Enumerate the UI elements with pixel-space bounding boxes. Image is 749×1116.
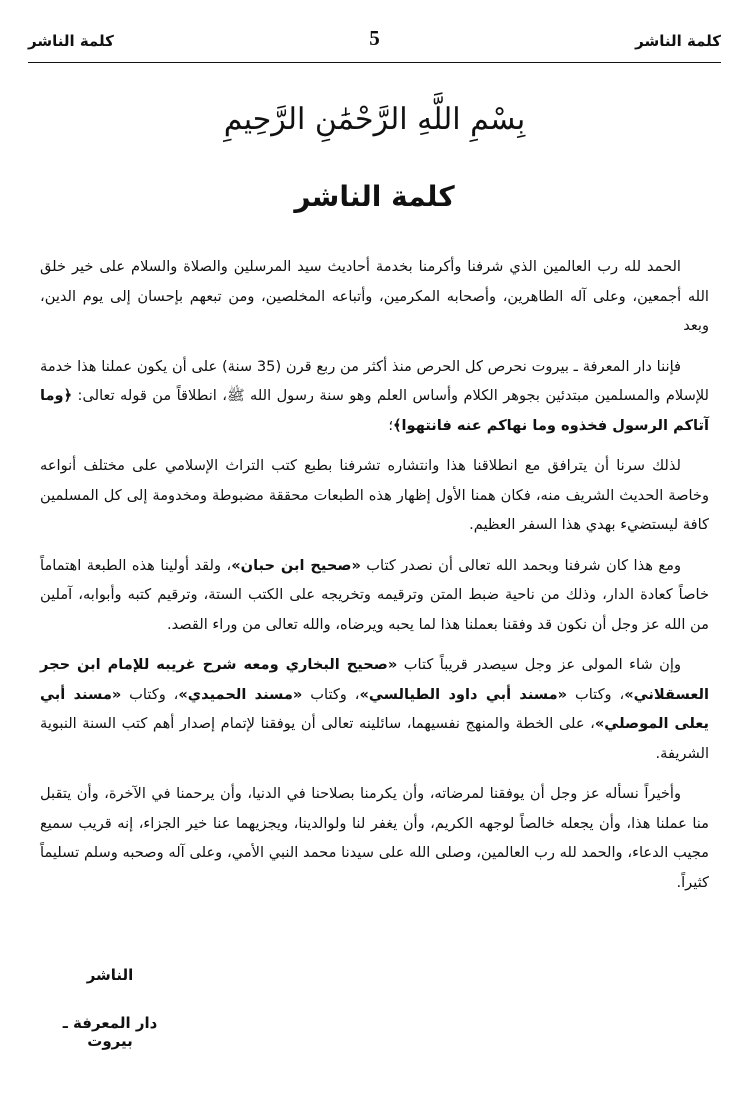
paragraph-6 — [40, 779, 709, 897]
basmala: بِسْمِ اللَّهِ الرَّحْمَٰنِ الرَّحِيمِ — [223, 102, 526, 137]
page-number: 5 — [369, 26, 380, 50]
paragraph-1-text: الحمد لله رب العالمين الذي شرفنا وأكرمنا بخدمة أحاديث سيد المرسلين والصلاة والسلام على خير خلق الله أجمعين، وعلى آله الطاهرين، وأصحابه المكرمين، وأتباعه المخلصين، ومن تبعهم بإحسان إلى يوم الدين، وبعد — [40, 258, 709, 334]
paragraph-5-separator-3: ، وكتاب — [121, 685, 179, 703]
paragraph-6-text: وأخيراً نسأله عز وجل أن يوفقنا لمرضاته، وأن يكرمنا بصلاحنا في الدنيا، وأن يرحمنا في الآخرة، وأن يتقبل منا عملنا هذا، وأن يجعله خالصاً لوجهه الكريم، وأن يغفر لنا ولوالدينا، ويجزيهما عنا خير الجزاء، إنه قريب سميع مجيب الدعاء، والحمد لله رب العالمين، وصلى الله على سيدنا محمد النبي الأمي، وعلى آله وصحبه وسلم تسليماً كثيراً. — [40, 785, 709, 891]
page-title: كلمة الناشر — [294, 180, 455, 213]
book-title-ibn-hibban: «صحيح ابن حبان» — [231, 556, 361, 574]
body-text — [40, 252, 709, 908]
paragraph-5-separator-2: ، وكتاب — [302, 685, 360, 703]
paragraph-2-end: ؛ — [388, 416, 393, 434]
header-divider — [28, 62, 721, 63]
paragraph-5-text: وإن شاء المولى عز وجل سيصدر قريباً كتاب — [397, 656, 681, 673]
header-left-title: كلمة الناشر — [28, 32, 114, 50]
quran-quote: ﴿وما آتاكم الرسول فخذوه وما نهاكم عنه فانتهوا﴾ — [40, 387, 709, 434]
paragraph-2 — [40, 352, 709, 441]
paragraph-4-text: ومع هذا كان شرفنا وبحمد الله تعالى أن نصدر كتاب — [360, 556, 682, 574]
paragraph-4-text-continued: ، ولقد أولينا هذه الطبعة اهتماماً خاصاً كعادة الدار، وذلك من ناحية ضبط المتن وترقيمه وتخريجه على الكتب الستة، وترقيم كتبه وأبوابه، آملين من الله عز وجل أن نكون قد وفقنا بعملنا هذا لما يحبه ويرضاه، والله تعالى من وراء القصد. — [40, 556, 709, 633]
book-title-abu-yala: «مسند أبي يعلى الموصلي» — [40, 685, 709, 732]
running-header — [28, 26, 721, 56]
book-title-tayalisi: «مسند أبي داود الطيالسي» — [359, 685, 568, 703]
signature-role: الناشر — [86, 966, 134, 984]
signature-org: دار المعرفة ـ بيروت — [62, 1014, 158, 1050]
paragraph-3 — [40, 451, 709, 540]
paragraph-5 — [40, 650, 709, 768]
paragraph-3-text: لذلك سرنا أن يترافق مع انطلاقنا هذا وانتشاره تشرفنا بطبع كتب التراث الإسلامي على مختلف أنواعه وخاصة الحديث الشريف منه، فكان همنا الأول إظهار هذه الطبعات محققة مضبوطة ومخدومة إلى كل المسلمين كافة ليستضيء بهدي هذا السفر العظيم. — [40, 457, 709, 533]
paragraph-4 — [40, 551, 709, 640]
book-title-bukhari: «صحيح البخاري ومعه شرح غريبه للإمام ابن حجر العسقلاني» — [40, 656, 710, 703]
paragraph-5-separator-1: ، وكتاب — [567, 685, 625, 703]
book-title-humaidi: «مسند الحميدي» — [178, 685, 303, 703]
header-right-title: كلمة الناشر — [635, 32, 721, 50]
paragraph-1 — [40, 252, 709, 341]
paragraph-5-text-end: ، على الخطة والمنهج نفسيهما، سائلينه تعالى أن يوفقنا لإتمام إصدار أهم كتب السنة النبوية الشريفة. — [40, 715, 709, 762]
paragraph-2-text: فإننا دار المعرفة ـ بيروت نحرص كل الحرص منذ أكثر من ربع قرن (35 سنة) على أن يكون عملنا هذا خدمة للإسلام والمسلمين مبتدئين بجوهر الكلام وأساس العلم وهو سنة رسول الله ﷺ، انطلاقاً من قوله تعالى: — [40, 357, 709, 404]
